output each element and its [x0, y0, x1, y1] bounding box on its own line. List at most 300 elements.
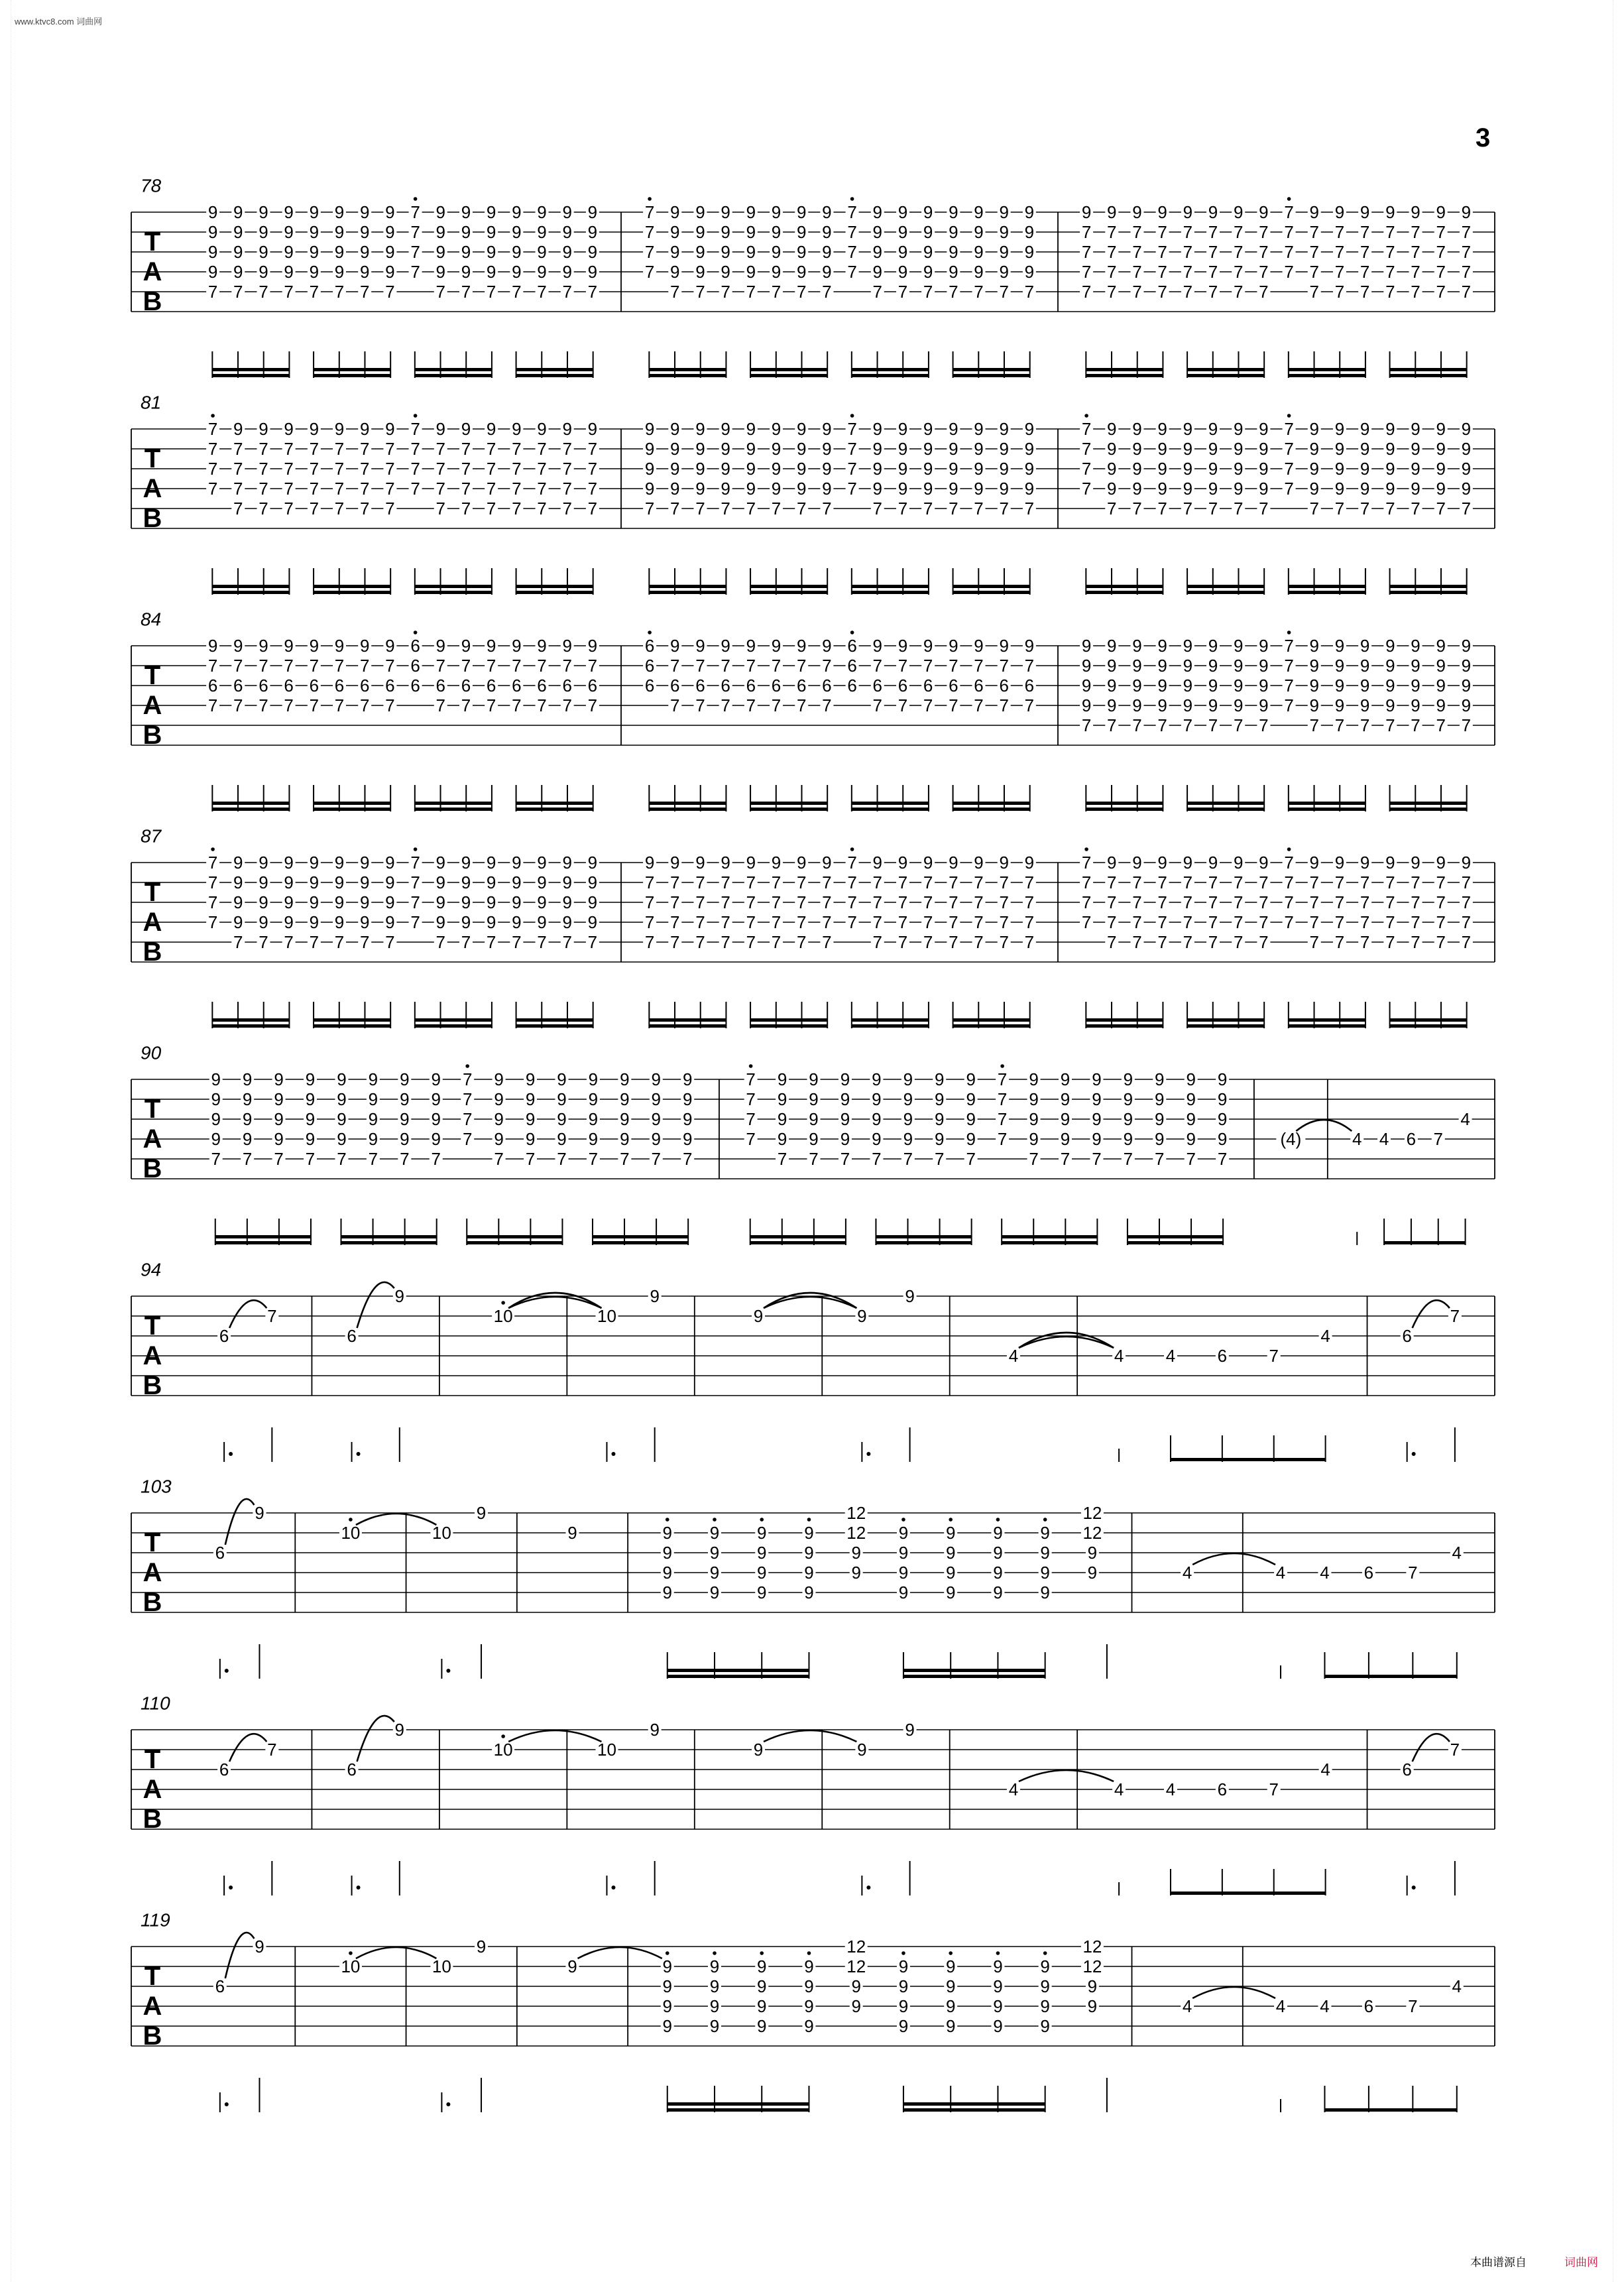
fret-number: 9 — [1385, 202, 1395, 222]
fret-number: 7 — [872, 912, 883, 932]
fret-number: 9 — [746, 439, 756, 459]
fret-number: 12 — [1082, 1503, 1102, 1523]
fret-number: 7 — [1408, 1996, 1418, 2016]
fret-number: 7 — [771, 656, 782, 676]
slur — [764, 1293, 856, 1308]
fret-number: 6 — [644, 636, 655, 656]
tab-measure — [206, 847, 599, 1028]
fret-number: 7 — [746, 656, 756, 676]
fret-number: 9 — [822, 853, 832, 872]
fret-number: 7 — [746, 499, 756, 518]
watermark-url: www.ktvc8.com 词曲网 — [15, 17, 103, 27]
fret-number: 7 — [1081, 459, 1092, 479]
fret-number: 7 — [1436, 872, 1446, 892]
fret-number: 6 — [847, 676, 857, 695]
rhythm-dot — [866, 1886, 870, 1890]
fret-number: 7 — [461, 695, 471, 715]
fret-number: 9 — [1107, 695, 1117, 715]
fret-number: 9 — [1208, 459, 1218, 479]
rhythm-beam — [649, 1024, 726, 1028]
fret-number: 7 — [587, 695, 598, 715]
accent-dot — [1043, 1518, 1047, 1522]
fret-number: 7 — [746, 1129, 756, 1149]
rhythm-beam — [516, 585, 593, 588]
fret-number: 9 — [1040, 1563, 1050, 1583]
fret-number: 7 — [207, 479, 218, 499]
fret-number: 9 — [999, 222, 1009, 242]
fret-number: 9 — [777, 1129, 787, 1149]
fret-number: 9 — [949, 242, 958, 262]
fret-number: 7 — [1208, 872, 1218, 892]
fret-number: 9 — [1385, 656, 1395, 676]
fret-number: 7 — [1284, 853, 1294, 872]
fret-number: 9 — [872, 419, 883, 439]
fret-number: 9 — [435, 222, 446, 242]
fret-number: 9 — [486, 419, 496, 439]
fret-number: 6 — [999, 676, 1009, 695]
rhythm-beam — [1187, 802, 1264, 805]
fret-number: 9 — [695, 853, 705, 872]
fret-number: 9 — [721, 479, 730, 499]
fret-number: 9 — [512, 202, 522, 222]
fret-number: 9 — [822, 242, 832, 262]
fret-number: 4 — [1452, 1976, 1462, 1996]
slur — [1019, 1333, 1114, 1348]
fret-number: 9 — [1087, 1976, 1098, 1996]
fret-number: 7 — [1461, 222, 1472, 242]
fret-number: 9 — [587, 242, 598, 262]
fret-number: 7 — [746, 282, 756, 302]
fret-number: 9 — [1132, 853, 1142, 872]
accent-dot — [1287, 847, 1291, 851]
fret-number: 7 — [1334, 932, 1345, 952]
fret-number: 9 — [337, 1089, 347, 1109]
fret-number: 9 — [562, 892, 572, 912]
fret-number: 7 — [1408, 1563, 1418, 1583]
rhythm-beam — [649, 374, 726, 377]
rhythm-beam — [667, 1669, 809, 1672]
fret-number: 9 — [872, 1089, 882, 1109]
accent-dot — [949, 1951, 953, 1955]
fret-number: 9 — [974, 459, 984, 479]
rhythm-beam — [649, 1018, 726, 1022]
rhythm-beam — [1390, 585, 1467, 588]
fret-number: 9 — [525, 1129, 536, 1149]
tab-clef-letter: B — [143, 1805, 162, 1834]
fret-number: 9 — [898, 1583, 909, 1602]
fret-number: 9 — [898, 1563, 909, 1583]
fret-number: 9 — [709, 1523, 720, 1543]
fret-number: 7 — [435, 459, 446, 479]
slur — [1296, 1120, 1352, 1131]
fret-number: 7 — [999, 892, 1009, 912]
fret-number: 7 — [1259, 262, 1269, 282]
rhythm-beam — [750, 1024, 827, 1028]
fret-number: 7 — [334, 499, 345, 518]
rhythm-beam — [750, 1241, 846, 1244]
fret-number: 9 — [935, 1089, 945, 1109]
accent-dot — [648, 197, 652, 201]
fret-number: 9 — [872, 853, 883, 872]
fret-number: 9 — [1259, 479, 1269, 499]
fret-number: 9 — [400, 1109, 410, 1129]
fret-number: 9 — [1081, 656, 1092, 676]
fret-number: 6 — [410, 656, 420, 676]
rhythm-beam — [649, 802, 726, 805]
tab-measure — [1080, 197, 1473, 378]
fret-number: 9 — [1157, 202, 1167, 222]
fret-number: 6 — [1217, 1779, 1228, 1799]
fret-number: 9 — [1107, 676, 1117, 695]
fret-number: 4 — [1320, 1326, 1330, 1346]
fret-number: 7 — [359, 282, 370, 302]
fret-number: 7 — [1183, 262, 1193, 282]
fret-number: 9 — [334, 242, 345, 262]
fret-number: 9 — [993, 1996, 1003, 2016]
fret-number: 9 — [1309, 202, 1320, 222]
fret-number: 9 — [923, 419, 933, 439]
fret-number: 9 — [1024, 262, 1035, 282]
fret-number: 9 — [207, 202, 218, 222]
fret-number: 7 — [1024, 695, 1035, 715]
fret-number: 9 — [993, 1583, 1003, 1602]
rhythm-beam — [1289, 808, 1365, 811]
fret-number: 9 — [461, 636, 471, 656]
fret-number: 9 — [368, 1069, 378, 1089]
rhythm-beam — [750, 808, 827, 811]
fret-number: 7 — [233, 459, 243, 479]
fret-number: 7 — [1024, 912, 1035, 932]
fret-number: 7 — [1157, 715, 1167, 735]
fret-number: 7 — [284, 499, 294, 518]
fret-number: 7 — [1157, 242, 1167, 262]
rhythm-beam — [215, 1235, 311, 1238]
tab-clef-letter: A — [143, 474, 162, 503]
fret-number: 9 — [898, 636, 908, 656]
fret-number: 9 — [949, 439, 958, 459]
fret-number: 9 — [309, 262, 319, 282]
measure-number: 90 — [141, 1042, 162, 1063]
fret-number: 7 — [1360, 932, 1370, 952]
rhythm-beam — [852, 1018, 929, 1022]
rhythm-beam — [667, 2108, 809, 2112]
fret-number: 7 — [1183, 912, 1193, 932]
fret-number: 7 — [872, 892, 883, 912]
fret-number: 9 — [822, 222, 832, 242]
fret-number: 9 — [949, 202, 958, 222]
fret-number: 7 — [1081, 262, 1092, 282]
accent-dot — [1084, 414, 1088, 418]
fret-number: 7 — [587, 499, 598, 518]
fret-number: 9 — [385, 419, 395, 439]
fret-number: 7 — [1450, 1740, 1460, 1760]
tab-measure — [595, 1720, 661, 1895]
fret-number: 9 — [682, 1109, 693, 1129]
fret-number: 7 — [1284, 892, 1294, 912]
fret-number: 9 — [486, 242, 496, 262]
fret-number: 9 — [898, 1523, 909, 1543]
fret-number: 7 — [974, 892, 984, 912]
rhythm-beam — [516, 802, 593, 805]
fret-number: 7 — [1157, 932, 1167, 952]
fret-number: 9 — [1233, 202, 1244, 222]
fret-number: 7 — [1081, 282, 1092, 302]
tab-clef-letter: T — [144, 1095, 161, 1124]
fret-number: 9 — [1411, 439, 1421, 459]
rhythm-beam — [1390, 1018, 1467, 1022]
fret-number: 7 — [1081, 222, 1092, 242]
fret-number: 7 — [486, 479, 496, 499]
fret-number: 9 — [1024, 439, 1035, 459]
fret-number: 9 — [1385, 419, 1395, 439]
fret-number: 9 — [999, 202, 1009, 222]
tab-system — [131, 609, 1495, 812]
fret-number: 7 — [974, 282, 984, 302]
rhythm-beam — [1324, 2108, 1456, 2112]
fret-number: 9 — [486, 892, 496, 912]
fret-number: 7 — [334, 282, 345, 302]
fret-number: 7 — [233, 695, 243, 715]
rhythm-beam — [212, 808, 289, 811]
fret-number: 7 — [486, 499, 496, 518]
accent-dot — [349, 1518, 353, 1522]
fret-number: 9 — [1411, 853, 1421, 872]
fret-number: 9 — [721, 439, 730, 459]
fret-number: 9 — [651, 1129, 662, 1149]
fret-number: 9 — [840, 1129, 850, 1149]
fret-number: 9 — [670, 459, 680, 479]
fret-number: 9 — [1309, 636, 1320, 656]
fret-number: 9 — [1233, 459, 1244, 479]
fret-number: 7 — [1157, 222, 1167, 242]
rhythm-beam — [212, 374, 289, 377]
fret-number: 9 — [746, 262, 756, 282]
fret-number: 7 — [1284, 439, 1294, 459]
fret-number: 9 — [746, 222, 756, 242]
fret-number: 9 — [1132, 202, 1142, 222]
fret-number: 9 — [557, 1129, 567, 1149]
fret-number: 7 — [359, 439, 370, 459]
fret-number: 9 — [1157, 656, 1167, 676]
fret-number: 9 — [211, 1069, 221, 1089]
fret-number: 9 — [1259, 695, 1269, 715]
fret-number: 9 — [898, 242, 908, 262]
fret-number: 7 — [923, 656, 933, 676]
fret-number: 9 — [1217, 1129, 1228, 1149]
tab-measure — [1080, 631, 1473, 811]
fret-number: 9 — [512, 892, 522, 912]
rhythm-beam — [215, 1241, 311, 1244]
fret-number: 7 — [847, 202, 857, 222]
fret-number: 9 — [1132, 419, 1142, 439]
fret-number: 7 — [847, 262, 857, 282]
fret-number: 9 — [274, 1129, 284, 1149]
fret-number: 9 — [255, 1937, 264, 1956]
fret-number: 7 — [949, 892, 958, 912]
rhythm-beam — [516, 1018, 593, 1022]
fret-number: 7 — [1411, 499, 1421, 518]
fret-number: 7 — [1183, 715, 1193, 735]
fret-number: 7 — [1411, 912, 1421, 932]
accent-dot — [807, 1518, 811, 1522]
fret-number: 6 — [644, 656, 655, 676]
fret-number: 9 — [757, 2016, 767, 2036]
fret-number: 7 — [1259, 715, 1269, 735]
fret-number: 7 — [670, 932, 680, 952]
fret-number: 9 — [1309, 479, 1320, 499]
fret-number: 7 — [999, 932, 1009, 952]
fret-number: 9 — [771, 202, 782, 222]
fret-number: 7 — [1284, 695, 1294, 715]
rhythm-beam — [903, 1675, 1045, 1678]
fret-number: 9 — [898, 262, 908, 282]
fret-number: 7 — [525, 1149, 536, 1169]
fret-number: 9 — [945, 1563, 956, 1583]
fret-number: 9 — [993, 2016, 1003, 2036]
fret-number: 9 — [1183, 853, 1193, 872]
rhythm-beam — [341, 1235, 437, 1238]
fret-number: 7 — [1132, 715, 1142, 735]
fret-number: 9 — [651, 1109, 662, 1129]
fret-number: 7 — [997, 1129, 1008, 1149]
fret-number: 9 — [777, 1089, 787, 1109]
fret-number: 7 — [1411, 872, 1421, 892]
fret-number: 7 — [1360, 872, 1370, 892]
rhythm-beam — [1390, 374, 1467, 377]
fret-number: 7 — [1029, 1149, 1039, 1169]
fret-number: 9 — [1385, 853, 1395, 872]
fret-number: 9 — [562, 242, 572, 262]
fret-number: 9 — [1461, 853, 1472, 872]
fret-number: 6 — [644, 676, 655, 695]
fret-number: 9 — [494, 1069, 504, 1089]
fret-number: 9 — [804, 1583, 814, 1602]
fret-number: 9 — [1040, 2016, 1050, 2036]
fret-number: 9 — [644, 439, 655, 459]
fret-number: 4 — [1165, 1779, 1176, 1799]
fret-number: 9 — [557, 1089, 567, 1109]
fret-number: 7 — [999, 499, 1009, 518]
rhythm-beam — [1289, 1024, 1365, 1028]
fret-number: 9 — [898, 479, 908, 499]
fret-number: 9 — [1233, 636, 1244, 656]
fret-number: 7 — [872, 282, 883, 302]
fret-number: 7 — [334, 459, 345, 479]
fret-number: 9 — [771, 419, 782, 439]
accent-dot — [465, 1064, 469, 1068]
fret-number: 9 — [1385, 636, 1395, 656]
fret-number: 7 — [1284, 872, 1294, 892]
fret-number: 7 — [410, 853, 420, 872]
fret-number: 9 — [334, 872, 345, 892]
fret-number: 7 — [847, 419, 857, 439]
fret-number: 9 — [461, 242, 471, 262]
fret-number: 9 — [1217, 1069, 1228, 1089]
fret-number: 9 — [757, 1976, 767, 1996]
fret-number: 9 — [796, 222, 807, 242]
fret-number: 9 — [512, 872, 522, 892]
fret-number: 9 — [804, 1523, 814, 1543]
fret-number: 9 — [974, 636, 984, 656]
fret-number: 9 — [746, 419, 756, 439]
fret-number: 9 — [993, 1563, 1003, 1583]
fret-number: 9 — [1360, 479, 1370, 499]
fret-number: 9 — [334, 419, 345, 439]
fret-number: 9 — [233, 853, 243, 872]
fret-number: 9 — [1132, 479, 1142, 499]
fret-number: 9 — [923, 439, 933, 459]
fret-number: 7 — [410, 872, 420, 892]
fret-number: 9 — [1157, 439, 1167, 459]
fret-number: 7 — [435, 499, 446, 518]
fret-number: 7 — [1284, 479, 1294, 499]
fret-number: 6 — [898, 676, 908, 695]
fret-number: 9 — [796, 459, 807, 479]
rhythm-beam — [750, 368, 827, 371]
fret-number: 9 — [567, 1956, 577, 1976]
fret-number: 7 — [1334, 222, 1345, 242]
fret-number: 7 — [644, 912, 655, 932]
fret-number: 9 — [771, 479, 782, 499]
fret-number: 7 — [670, 499, 680, 518]
fret-number: 9 — [746, 853, 756, 872]
fret-number: 7 — [695, 892, 705, 912]
fret-number: 9 — [486, 636, 496, 656]
tab-measure — [1007, 1779, 1020, 1799]
fret-number: 9 — [695, 636, 705, 656]
fret-number: 9 — [974, 439, 984, 459]
fret-number: 7 — [334, 439, 345, 459]
rhythm-beam — [1384, 1241, 1466, 1244]
fret-number: 9 — [620, 1069, 630, 1089]
fret-number: 9 — [771, 853, 782, 872]
fret-number: 7 — [1334, 282, 1345, 302]
fret-number: 9 — [242, 1069, 253, 1089]
fret-number: 4 — [1320, 1563, 1330, 1583]
fret-number: 9 — [905, 1286, 915, 1306]
fret-number: 7 — [796, 282, 807, 302]
fret-number: 7 — [1360, 222, 1370, 242]
fret-number: 9 — [923, 262, 933, 282]
fret-number: 7 — [207, 439, 218, 459]
fret-number: 9 — [670, 222, 680, 242]
fret-number: 9 — [822, 202, 832, 222]
fret-number: 9 — [721, 636, 730, 656]
fret-number: 9 — [435, 636, 446, 656]
fret-number: 9 — [695, 459, 705, 479]
tab-measure — [855, 1720, 916, 1895]
fret-number: 7 — [746, 912, 756, 932]
fret-number: 9 — [259, 892, 268, 912]
fret-number: 7 — [847, 222, 857, 242]
fret-number: 7 — [847, 459, 857, 479]
fret-number: 9 — [999, 262, 1009, 282]
fret-number: 7 — [695, 656, 705, 676]
fret-number: 7 — [644, 872, 655, 892]
fret-number: 7 — [259, 439, 268, 459]
fret-number: 9 — [1385, 459, 1395, 479]
fret-number: 9 — [1092, 1109, 1102, 1129]
fret-number: 7 — [1157, 872, 1167, 892]
fret-number: 7 — [1284, 676, 1294, 695]
rhythm-beam — [649, 585, 726, 588]
fret-number: 9 — [1060, 1109, 1071, 1129]
fret-number: 6 — [1024, 676, 1035, 695]
fret-number: 7 — [410, 912, 420, 932]
rhythm-dot — [357, 1886, 361, 1890]
fret-number: 9 — [1259, 202, 1269, 222]
fret-number: 7 — [822, 912, 832, 932]
